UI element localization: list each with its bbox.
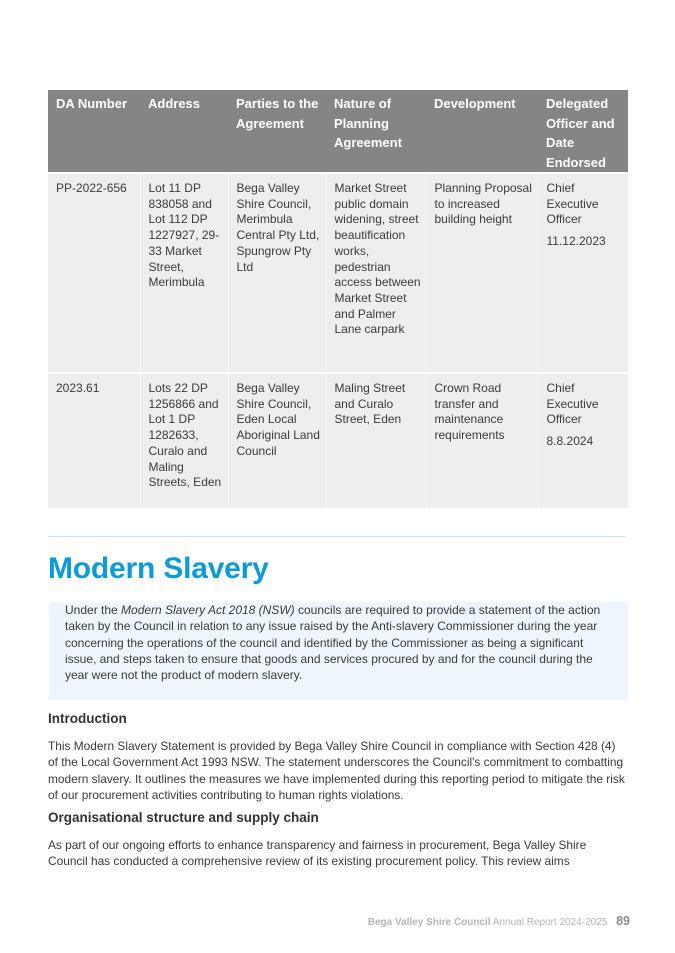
callout-suffix: councils are required to provide a statement of the action taken by the Council in relation to any issue raised by the Anti-slavery Commissioner during the year concerning the operations of the council and identified by the Commissioner as being a significant issue, and steps taken to ensure that goods and services procured by and for the council during the year were not the product of modern slavery. bbox=[65, 603, 601, 683]
cell-nature: Maling Street and Curalo Street, Eden bbox=[326, 373, 426, 508]
cell-parties: Bega Valley Shire Council, Merimbula Central Pty Ltd, Spungrow Pty Ltd bbox=[228, 173, 326, 373]
table-row bbox=[48, 173, 628, 373]
footer-report: Annual Report 2024-2025 bbox=[492, 917, 608, 928]
header-da-number: DA Number bbox=[48, 90, 140, 173]
callout-box bbox=[49, 602, 628, 700]
cell-officer-date bbox=[538, 173, 628, 373]
planning-agreements-table-container bbox=[48, 90, 628, 508]
cell-nature: Market Street public domain widening, street beautification works, pedestrian access between Market Street and Palmer Lane carpark bbox=[326, 173, 426, 373]
organisation-paragraph: As part of our ongoing efforts to enhance transparency and fairness in procurement, Bega Valley Shire Council has conducted a comprehensive review of its existing procurement policy. This review aims bbox=[48, 838, 587, 869]
table-row bbox=[48, 373, 628, 508]
page-footer bbox=[368, 914, 630, 928]
table-header-row bbox=[48, 90, 628, 173]
introduction-heading: Introduction bbox=[48, 711, 127, 726]
callout-prefix: Under the bbox=[65, 603, 122, 617]
cell-da-number: 2023.61 bbox=[48, 373, 140, 508]
header-delegated-officer: Delegated Officer and Date Endorsed bbox=[538, 90, 628, 173]
cell-da-number: PP-2022-656 bbox=[48, 173, 140, 373]
officer-text: Chief Executive Officer bbox=[546, 381, 599, 427]
endorsed-date: 8.8.2024 bbox=[546, 434, 594, 449]
cell-address: Lots 22 DP 1256866 and Lot 1 DP 1282633, Curalo and Maling Streets, Eden bbox=[140, 373, 228, 508]
cell-parties: Bega Valley Shire Council, Eden Local Aboriginal Land Council bbox=[228, 373, 326, 508]
page-number: 89 bbox=[616, 914, 630, 928]
header-nature: Nature of Planning Agreement bbox=[326, 90, 426, 173]
officer-text: Chief Executive Officer bbox=[546, 181, 599, 227]
cell-development: Crown Road transfer and maintenance requirements bbox=[426, 373, 538, 508]
cell-address: Lot 11 DP 838058 and Lot 112 DP 1227927, 29-33 Market Street, Merimbula bbox=[140, 173, 228, 373]
header-parties: Parties to the Agreement bbox=[228, 90, 326, 173]
header-address: Address bbox=[140, 90, 228, 173]
footer-org: Bega Valley Shire Council bbox=[367, 917, 491, 928]
cell-development: Planning Proposal to increased building height bbox=[426, 173, 538, 373]
header-development: Development bbox=[426, 90, 538, 173]
planning-agreements-table bbox=[48, 90, 628, 508]
act-name: Modern Slavery Act 2018 (NSW) bbox=[121, 603, 295, 617]
introduction-paragraph: This Modern Slavery Statement is provided by Bega Valley Shire Council in compliance with Section 428 (4) of the Local Government Act 1993 NSW. The statement underscores the Council's commitment to combatting modern slavery. It outlines the measures we have implemented during this reporting period to mitigate the risk of our procurement activities contributing to human rights violations. bbox=[48, 739, 625, 802]
callout-text bbox=[49, 602, 628, 683]
endorsed-date: 11.12.2023 bbox=[546, 234, 606, 249]
section-title: Modern Slavery bbox=[48, 552, 269, 585]
section-divider bbox=[48, 536, 626, 537]
organisation-heading: Organisational structure and supply chain bbox=[48, 810, 319, 825]
cell-officer-date bbox=[538, 373, 628, 508]
